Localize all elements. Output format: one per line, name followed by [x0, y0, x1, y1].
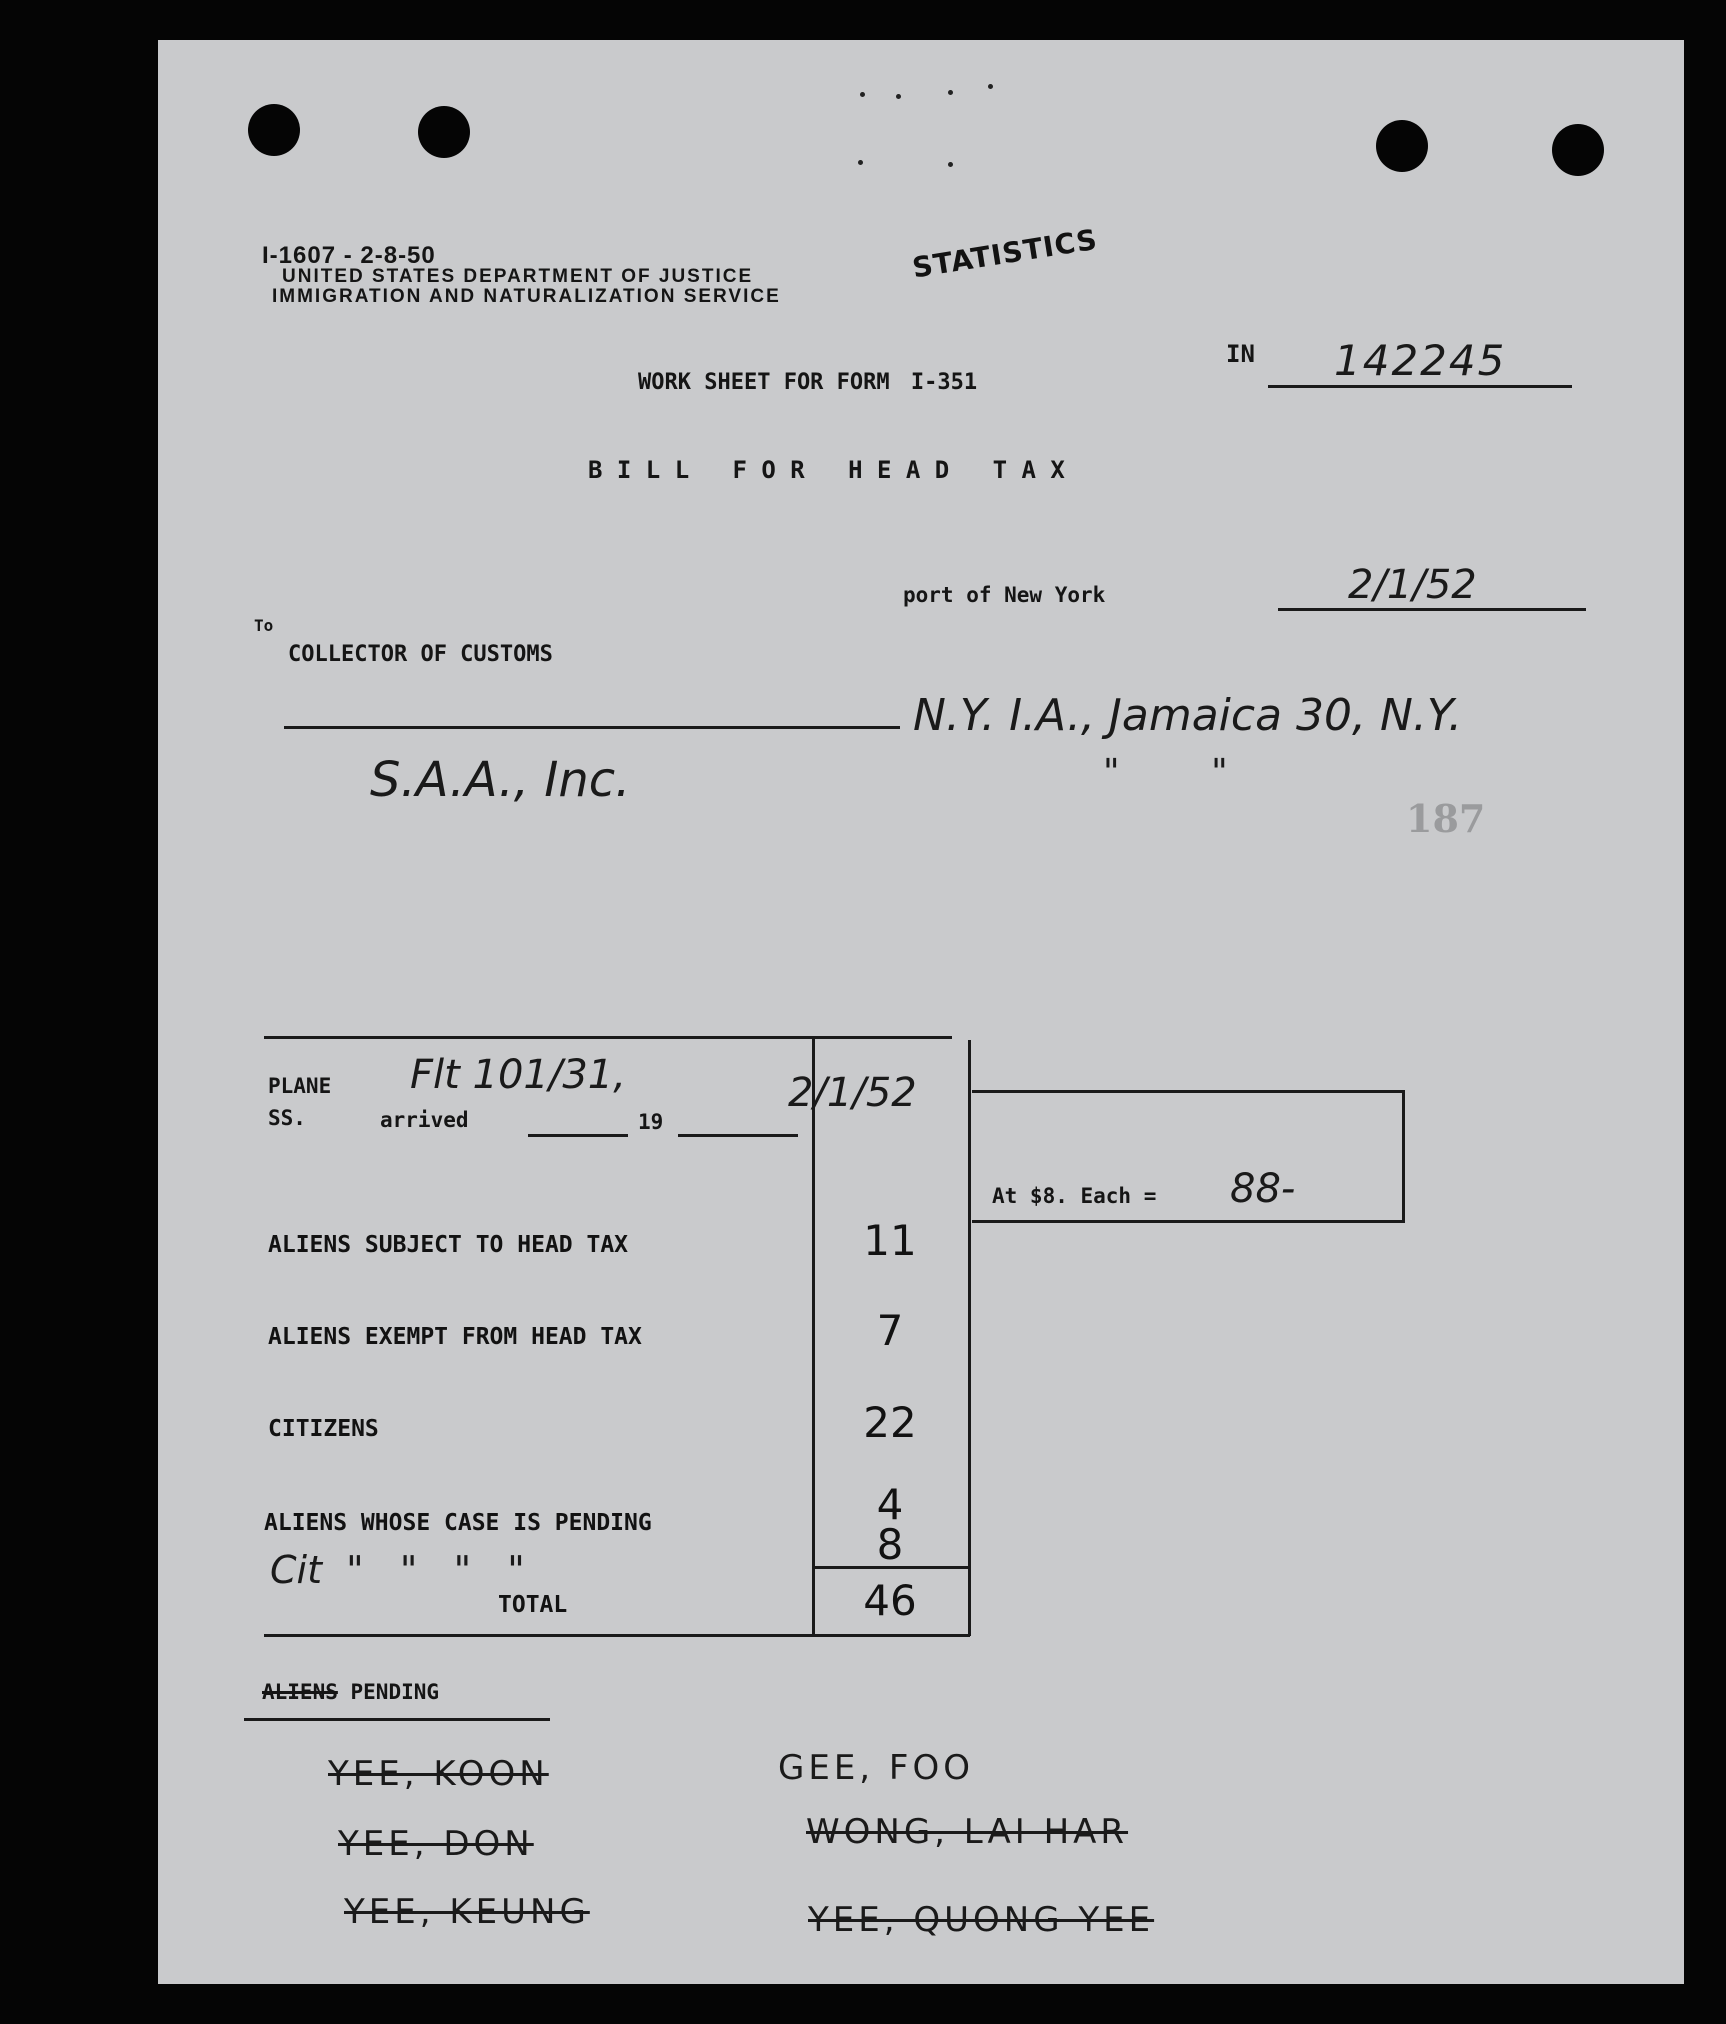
port-date-underline: [1278, 608, 1586, 611]
punch-hole: [1552, 124, 1604, 176]
arrival-underline: [528, 1134, 628, 1137]
punch-hole: [418, 106, 470, 158]
year-label: 19: [638, 1110, 664, 1134]
pending-name: YEE, QUONG YEE: [808, 1900, 1155, 1940]
pending-name: WONG, LAI HAR: [806, 1812, 1129, 1852]
arrival-date: 2/1/52: [788, 1070, 917, 1116]
total-value: 46: [863, 1576, 917, 1625]
worksheet-title: [638, 370, 977, 395]
pending-heading-struck: ALIENS: [262, 1680, 338, 1704]
in-label: IN: [1226, 340, 1255, 368]
carrier-name: S.A.A., Inc.: [370, 752, 631, 808]
form-reference: I-351: [910, 370, 978, 395]
arrived-label: arrived: [380, 1108, 469, 1132]
pending-heading-underline: [244, 1718, 550, 1721]
speck: [948, 90, 953, 95]
count-value-cit-pending: 8: [876, 1520, 904, 1569]
speck: [896, 94, 901, 99]
port-date: 2/1/52: [1348, 562, 1477, 608]
count-value-subject: 11: [863, 1216, 917, 1265]
form-number: I-1607 - 2-8-50: [262, 242, 436, 269]
worksheet-label: WORK SHEET FOR FORM: [638, 370, 890, 395]
count-label-exempt: ALIENS EXEMPT FROM HEAD TAX: [268, 1324, 642, 1350]
pending-name: YEE, DON: [338, 1824, 534, 1864]
statistics-stamp: STATISTICS: [910, 222, 1100, 285]
punch-hole: [248, 104, 300, 156]
table-bottom-rule: [264, 1634, 970, 1637]
pending-heading-rest: PENDING: [350, 1680, 440, 1704]
agency-line-2: IMMIGRATION AND NATURALIZATION SERVICE: [272, 286, 781, 307]
total-label: TOTAL: [498, 1592, 568, 1618]
to-prefix: To: [254, 616, 274, 635]
speck: [988, 84, 993, 89]
pending-name: YEE, KOON: [328, 1754, 549, 1794]
speck: [860, 92, 865, 97]
speck: [858, 160, 863, 165]
count-value-citizens: 22: [863, 1398, 917, 1447]
plane-label: PLANE: [268, 1074, 332, 1098]
collector-label: COLLECTOR OF CUSTOMS: [288, 642, 553, 667]
location-line-1: N.Y. I.A., Jamaica 30, N.Y.: [913, 690, 1463, 741]
collector-underline: [284, 726, 900, 729]
location-line-2: " ": [1103, 752, 1228, 793]
flight-number: Flt 101/31,: [410, 1052, 626, 1098]
count-label-citizens: CITIZENS: [268, 1416, 379, 1442]
pending-name: YEE, KEUNG: [344, 1892, 590, 1932]
tax-box-top: [972, 1090, 1404, 1093]
tax-amount: 88-: [1230, 1166, 1296, 1212]
tax-box-right: [1402, 1090, 1405, 1223]
punch-hole: [1376, 120, 1428, 172]
table-top-rule: [264, 1036, 952, 1039]
count-label-pending: ALIENS WHOSE CASE IS PENDING: [264, 1510, 652, 1536]
agency-line-1: UNITED STATES DEPARTMENT OF JUSTICE: [282, 266, 754, 287]
in-number-underline: [1268, 385, 1572, 388]
count-value-pending: 4: [876, 1480, 904, 1529]
year-underline: [678, 1134, 798, 1137]
bill-title: B I L L F O R H E A D T A X: [588, 456, 1065, 484]
count-column-left-rule: [812, 1036, 815, 1636]
page-number: 187: [1406, 796, 1486, 841]
count-value-exempt: 7: [876, 1306, 904, 1355]
count-label-cit-pending: Cit " " " ": [270, 1548, 525, 1592]
count-column-right-rule: [968, 1040, 971, 1636]
port-label: port of New York: [903, 583, 1106, 607]
speck: [948, 162, 953, 167]
tax-box-bottom: [972, 1220, 1404, 1223]
count-label-subject: ALIENS SUBJECT TO HEAD TAX: [268, 1232, 629, 1258]
tax-rate-label: At $8. Each =: [992, 1184, 1157, 1208]
document-page: [158, 40, 1684, 1984]
ss-label: SS.: [268, 1106, 306, 1130]
pending-name: GEE, FOO: [778, 1748, 975, 1788]
pending-heading: [262, 1680, 439, 1704]
in-number: 142245: [1334, 336, 1507, 385]
